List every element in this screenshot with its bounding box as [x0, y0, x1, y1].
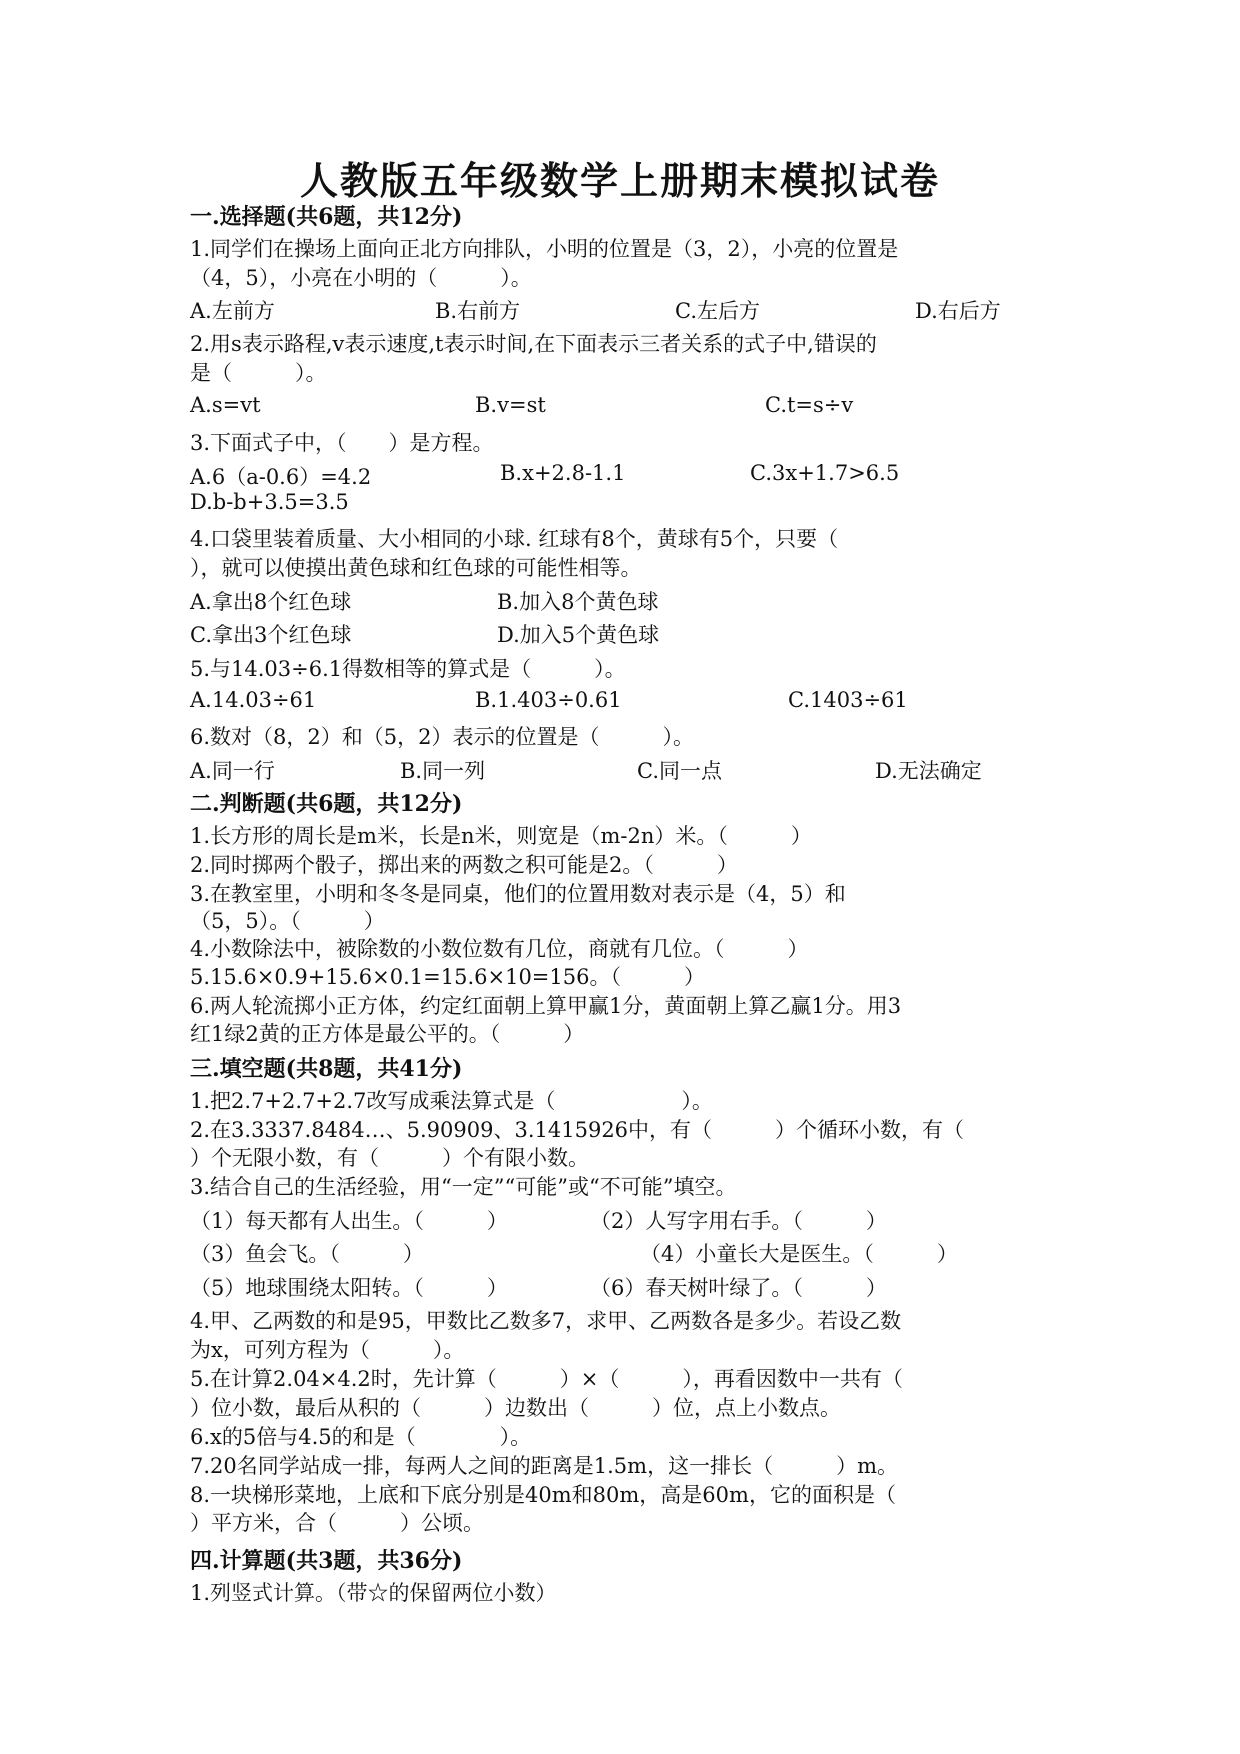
option-a: A.拿出8个红色球: [190, 590, 352, 614]
fill-line: ）平方米，合（ ）公顷。: [190, 1511, 484, 1535]
sub-question: （3）鱼会飞。（ ）: [190, 1242, 424, 1266]
option-b: B.v=st: [475, 393, 546, 417]
calc-line: 1.列竖式计算。（带☆的保留两位小数）: [190, 1581, 557, 1605]
question-text: 1.同学们在操场上面向正北方向排队，小明的位置是（3，2），小亮的位置是: [190, 237, 899, 261]
option-d: D.右后方: [915, 299, 1001, 323]
judgement-line: 3.在教室里，小明和冬冬是同桌，他们的位置用数对表示是（4，5）和: [190, 882, 846, 906]
option-c: C.拿出3个红色球: [190, 623, 352, 647]
option-c: C.3x+1.7>6.5: [750, 461, 900, 485]
fill-line: 4.甲、乙两数的和是95，甲数比乙数多7，求甲、乙两数各是多少。若设乙数: [190, 1309, 902, 1333]
option-b: B.同一列: [400, 759, 486, 783]
question-text: 3.下面式子中，（ ）是方程。: [190, 431, 494, 455]
sub-question: （6）春天树叶绿了。（ ）: [590, 1276, 887, 1300]
judgement-line: 2.同时掷两个骰子，掷出来的两数之积可能是2。（ ）: [190, 853, 738, 877]
sub-question: （5）地球围绕太阳转。（ ）: [190, 1276, 508, 1300]
option-c: C.同一点: [637, 759, 722, 783]
fill-line: 1.把2.7+2.7+2.7改写成乘法算式是（ ）。: [190, 1089, 713, 1113]
option-b: B.加入8个黄色球: [497, 590, 659, 614]
fill-line: 5.在计算2.04×4.2时，先计算（ ）×（ ），再看因数中一共有（: [190, 1367, 903, 1391]
fill-line: 2.在3.3337.8484…、5.90909、3.1415926中，有（ ）个循环小数，有（: [190, 1118, 965, 1142]
question-text: 5.与14.03÷6.1得数相等的算式是（ ）。: [190, 657, 626, 681]
judgement-line: 4.小数除法中，被除数的小数位数有几位，商就有几位。（ ）: [190, 937, 809, 961]
option-a: A.14.03÷61: [190, 688, 317, 712]
fill-line: 3.结合自己的生活经验，用“一定”“可能”或“不可能”填空。: [190, 1175, 737, 1199]
section-heading-choice: 一.选择题(共6题，共12分): [190, 204, 463, 230]
question-text: 4.口袋里装着质量、大小相同的小球. 红球有8个，黄球有5个，只要（: [190, 527, 839, 551]
page-title: 人教版五年级数学上册期末模拟试卷: [299, 158, 940, 203]
judgement-line: 红1绿2黄的正方体是最公平的。（ ）: [190, 1022, 585, 1046]
fill-line: 8.一块梯形菜地，上底和下底分别是40m和80m，高是60m，它的面积是（: [190, 1483, 896, 1507]
question-text: （4，5），小亮在小明的（ ）。: [190, 266, 532, 290]
fill-line: ）个无限小数，有（ ）个有限小数。: [190, 1146, 589, 1170]
section-heading-judgement: 二.判断题(共6题，共12分): [190, 791, 463, 817]
option-a: A.s=vt: [190, 393, 261, 417]
sub-question: （1）每天都有人出生。（ ）: [190, 1209, 508, 1233]
sub-question: （4）小童长大是医生。（ ）: [640, 1242, 958, 1266]
option-b: B.1.403÷0.61: [475, 688, 622, 712]
section-heading-calc: 四.计算题(共3题，共36分): [190, 1548, 463, 1574]
option-d: D.加入5个黄色球: [497, 623, 660, 647]
section-heading-fill: 三.填空题(共8题，共41分): [190, 1056, 463, 1082]
option-d: D.无法确定: [875, 759, 982, 783]
fill-line: 7.20名同学站成一排，每两人之间的距离是1.5m，这一排长（ ）m。: [190, 1454, 898, 1478]
question-text: ），就可以使摸出黄色球和红色球的可能性相等。: [190, 556, 642, 580]
question-text: 6.数对（8，2）和（5，2）表示的位置是（ ）。: [190, 725, 694, 749]
judgement-line: 1.长方形的周长是m米，长是n米，则宽是（m-2n）米。（ ）: [190, 824, 812, 848]
fill-line: 为x，可列方程为（ ）。: [190, 1338, 465, 1362]
option-c: C.t=s÷v: [765, 393, 854, 417]
question-text: 是（ ）。: [190, 361, 327, 385]
fill-line: ）位小数，最后从积的（ ）边数出（ ）位，点上小数点。: [190, 1396, 841, 1420]
option-a: A.同一行: [190, 759, 275, 783]
option-d: D.b-b+3.5=3.5: [190, 490, 349, 514]
judgement-line: 5.15.6×0.9+15.6×0.1=15.6×10=156。（ ）: [190, 965, 705, 989]
sub-question: （2）人写字用右手。（ ）: [590, 1209, 887, 1233]
judgement-line: （5，5）。（ ）: [190, 909, 385, 933]
option-c: C.1403÷61: [788, 688, 908, 712]
question-text: 2.用s表示路程,v表示速度,t表示时间,在下面表示三者关系的式子中,错误的: [190, 332, 877, 356]
option-c: C.左后方: [675, 299, 760, 323]
option-a: A.左前方: [190, 299, 275, 323]
option-b: B.右前方: [435, 299, 521, 323]
judgement-line: 6.两人轮流掷小正方体，约定红面朝上算甲赢1分，黄面朝上算乙赢1分。用3: [190, 994, 902, 1018]
option-b: B.x+2.8-1.1: [500, 461, 626, 485]
option-a: A.6（a-0.6）=4.2: [190, 465, 372, 489]
fill-line: 6.x的5倍与4.5的和是（ ）。: [190, 1425, 532, 1449]
